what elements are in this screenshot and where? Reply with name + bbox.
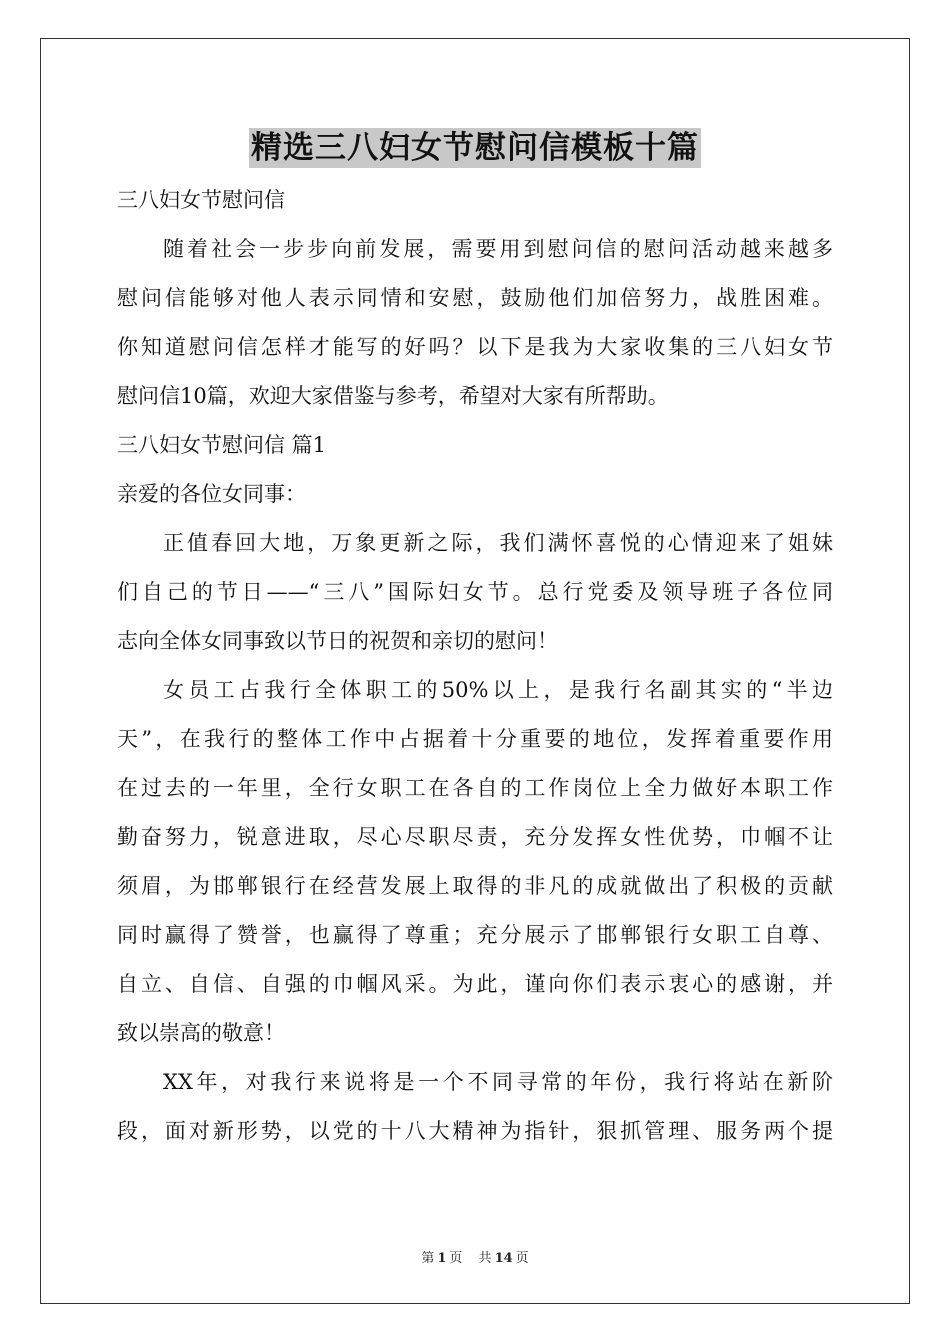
text-line: 三八妇女节慰问信 篇1 <box>117 433 327 457</box>
text-line: 志向全体女同事致以节日的祝贺和亲切的慰问！ <box>117 629 558 653</box>
text-line: 须眉，为邯郸银行在经营发展上取得的非凡的成就做出了积极的贡献 <box>117 874 833 898</box>
text-line: 慰问信能够对他人表示同情和安慰，鼓励他们加倍努力，战胜困难。 <box>117 286 833 310</box>
page-footer <box>0 1247 950 1266</box>
total-prefix: 共 <box>478 1251 492 1266</box>
page-number <box>418 1251 465 1266</box>
text-line: 天”，在我行的整体工作中占据着十分重要的地位，发挥着重要作用 <box>117 727 833 751</box>
text-line: 勤奋努力，锐意进取，尽心尽职尽责，充分发挥女性优势，巾帼不让 <box>117 825 833 849</box>
title-container <box>0 128 950 168</box>
total-suffix: 页 <box>515 1251 529 1266</box>
text-line: 三八妇女节慰问信 <box>117 188 285 212</box>
text-line: 你知道慰问信怎样才能写的好吗？以下是我为大家收集的三八妇女节 <box>117 335 833 359</box>
document-title: 精选三八妇女节慰问信模板十篇 <box>251 130 699 166</box>
text-line: 在过去的一年里，全行女职工在各自的工作岗位上全力做好本职工作 <box>117 776 833 800</box>
text-line: 自立、自信、自强的巾帼风采。为此，谨向你们表示衷心的感谢，并 <box>117 972 833 996</box>
page-prefix: 第 <box>421 1251 435 1266</box>
text-line: 们自己的节日——“三八”国际妇女节。总行党委及领导班子各位同 <box>117 580 833 604</box>
text-line: 段，面对新形势，以党的十八大精神为指针，狠抓管理、服务两个提 <box>117 1119 833 1143</box>
text-line: 正值春回大地，万象更新之际，我们满怀喜悦的心情迎来了姐妹 <box>163 531 833 555</box>
text-line: 慰问信10篇，欢迎大家借鉴与参考，希望对大家有所帮助。 <box>117 384 669 408</box>
page-suffix: 页 <box>449 1251 463 1266</box>
text-line: 女员工占我行全体职工的50%以上，是我行名副其实的“半边 <box>163 678 833 702</box>
text-line: 亲爱的各位女同事： <box>117 482 306 506</box>
text-line: 同时赢得了赞誉，也赢得了尊重；充分展示了邯郸银行女职工自尊、 <box>117 923 833 947</box>
text-line: 随着社会一步步向前发展，需要用到慰问信的慰问活动越来越多 <box>163 237 833 261</box>
total-count: 14 <box>494 1251 513 1266</box>
text-line: 致以崇高的敬意！ <box>117 1021 285 1045</box>
page-total <box>476 1251 532 1266</box>
document-body <box>117 176 833 1156</box>
page-current: 1 <box>437 1251 447 1266</box>
text-line: XX年，对我行来说将是一个不同寻常的年份，我行将站在新阶 <box>163 1070 833 1094</box>
